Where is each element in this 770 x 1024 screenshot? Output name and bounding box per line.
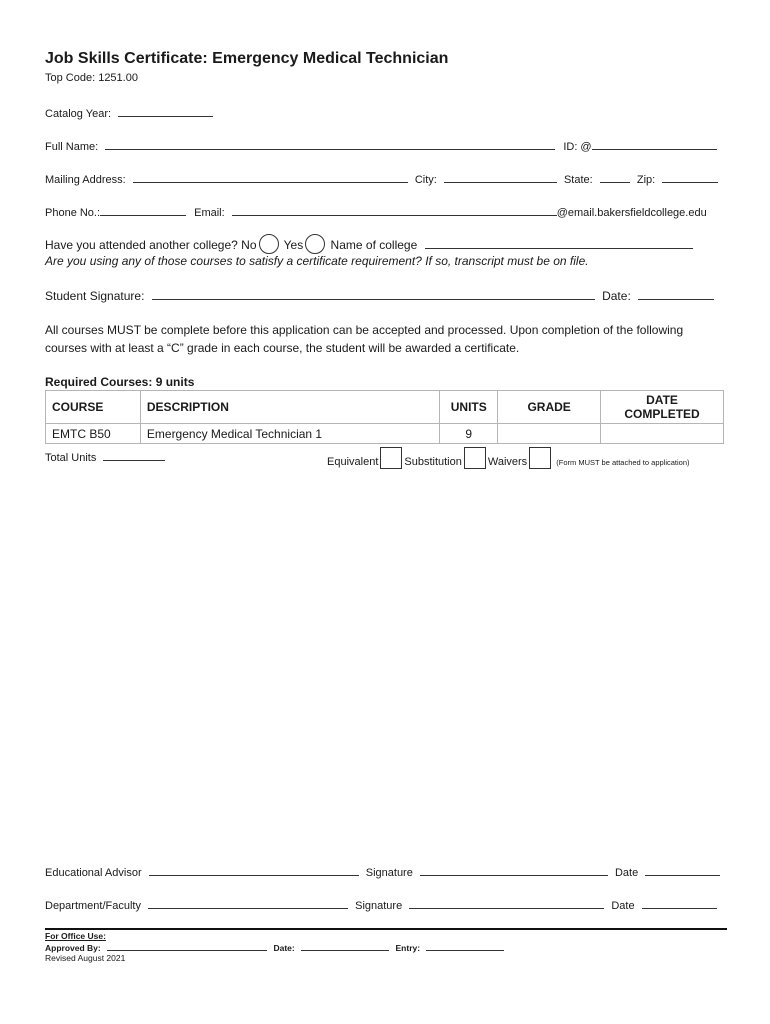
state-field[interactable]: [600, 171, 630, 183]
department-row: [45, 897, 717, 912]
divider: [45, 928, 727, 930]
approved-by-field[interactable]: [107, 942, 267, 951]
student-signature-field[interactable]: [152, 288, 595, 300]
course-description: Emergency Medical Technician 1: [140, 424, 439, 444]
entry-label: Entry:: [395, 943, 421, 953]
email-domain: @email.bakersfieldcollege.edu: [556, 207, 707, 219]
full-name-field[interactable]: [105, 138, 555, 150]
advisor-signature-field[interactable]: [420, 864, 608, 876]
mailing-address-label: Mailing Address:: [45, 174, 126, 186]
advisor-signature-label: Signature: [365, 867, 413, 879]
student-signature-row: [45, 288, 714, 303]
department-date-label: Date: [611, 900, 635, 912]
college-name-label: Name of college: [330, 238, 418, 252]
yes-label: Yes: [283, 238, 304, 252]
office-date-field[interactable]: [301, 942, 389, 951]
id-field[interactable]: [592, 138, 717, 150]
attended-college-row: [45, 234, 693, 254]
phone-field[interactable]: [100, 204, 186, 216]
office-use-heading: For Office Use:: [45, 931, 106, 941]
catalog-year-label: Catalog Year:: [45, 108, 112, 120]
department-signature-label: Signature: [355, 900, 403, 912]
advisor-date-label: Date: [614, 867, 639, 879]
top-code: Top Code: 1251.00: [45, 72, 138, 84]
revised-date: Revised August 2021: [45, 953, 126, 963]
advisor-date-field[interactable]: [645, 864, 720, 876]
phone-email-row: [45, 204, 707, 219]
office-approval-row: [45, 942, 504, 953]
header-grade: GRADE: [498, 391, 601, 424]
full-name-label: Full Name:: [45, 141, 99, 153]
id-label: ID: @: [563, 141, 592, 153]
city-label: City:: [414, 174, 437, 186]
approved-by-label: Approved By:: [45, 943, 101, 953]
total-units-row: [45, 449, 165, 464]
notice-line-1: All courses MUST be complete before this application can be accepted and processed. Upon completion of the following: [45, 323, 684, 337]
zip-field[interactable]: [662, 171, 718, 183]
phone-label: Phone No.:: [45, 207, 101, 219]
total-units-label: Total Units: [45, 452, 97, 464]
catalog-year-field[interactable]: [118, 105, 213, 117]
header-description: DESCRIPTION: [140, 391, 439, 424]
table-header-row: [46, 391, 724, 424]
table-row: [46, 424, 724, 444]
zip-label: Zip:: [636, 174, 656, 186]
catalog-year-row: [45, 105, 213, 120]
total-units-field[interactable]: [103, 449, 165, 461]
college-name-field[interactable]: [425, 237, 693, 249]
advisor-label: Educational Advisor: [45, 867, 142, 879]
attach-note: (Form MUST be attached to application): [556, 458, 690, 467]
transcript-note: Are you using any of those courses to satisfy a certificate requirement? If so, transcript must be on file.: [45, 254, 589, 268]
header-units: UNITS: [440, 391, 498, 424]
no-radio[interactable]: [259, 234, 279, 254]
email-label: Email:: [194, 207, 225, 219]
department-field[interactable]: [148, 897, 348, 909]
waivers-label: Waivers: [487, 456, 528, 468]
mailing-address-field[interactable]: [133, 171, 408, 183]
course-grade-cell[interactable]: [498, 424, 601, 444]
entry-field[interactable]: [426, 942, 504, 951]
equivalency-row: [327, 447, 690, 469]
substitution-checkbox[interactable]: [464, 447, 486, 469]
advisor-field[interactable]: [149, 864, 359, 876]
student-date-label: Date:: [602, 289, 631, 303]
attended-question: Have you attended another college?: [45, 238, 238, 252]
header-course: COURSE: [46, 391, 141, 424]
advisor-row: [45, 864, 720, 879]
email-field[interactable]: [232, 204, 557, 216]
student-signature-label: Student Signature:: [45, 289, 145, 303]
course-code: EMTC B50: [46, 424, 141, 444]
yes-radio[interactable]: [305, 234, 325, 254]
equivalent-checkbox[interactable]: [380, 447, 402, 469]
full-name-row: [45, 138, 717, 153]
course-units: 9: [440, 424, 498, 444]
student-date-field[interactable]: [638, 288, 714, 300]
notice-line-2: courses with at least a “C” grade in each course, the student will be awarded a certificate.: [45, 341, 520, 355]
state-label: State:: [563, 174, 593, 186]
city-field[interactable]: [444, 171, 557, 183]
courses-heading: Required Courses: 9 units: [45, 375, 195, 389]
department-label: Department/Faculty: [45, 900, 141, 912]
waivers-checkbox[interactable]: [529, 447, 551, 469]
header-date-completed: DATE COMPLETED: [601, 391, 724, 424]
course-date-completed-cell[interactable]: [601, 424, 724, 444]
office-date-label: Date:: [273, 943, 295, 953]
substitution-label: Substitution: [404, 456, 462, 468]
courses-table: [45, 390, 724, 444]
no-label: No: [241, 238, 257, 252]
page-title: Job Skills Certificate: Emergency Medical Technician: [45, 50, 449, 67]
department-date-field[interactable]: [642, 897, 717, 909]
equivalent-label: Equivalent: [327, 456, 379, 468]
mailing-address-row: [45, 171, 718, 186]
department-signature-field[interactable]: [409, 897, 604, 909]
